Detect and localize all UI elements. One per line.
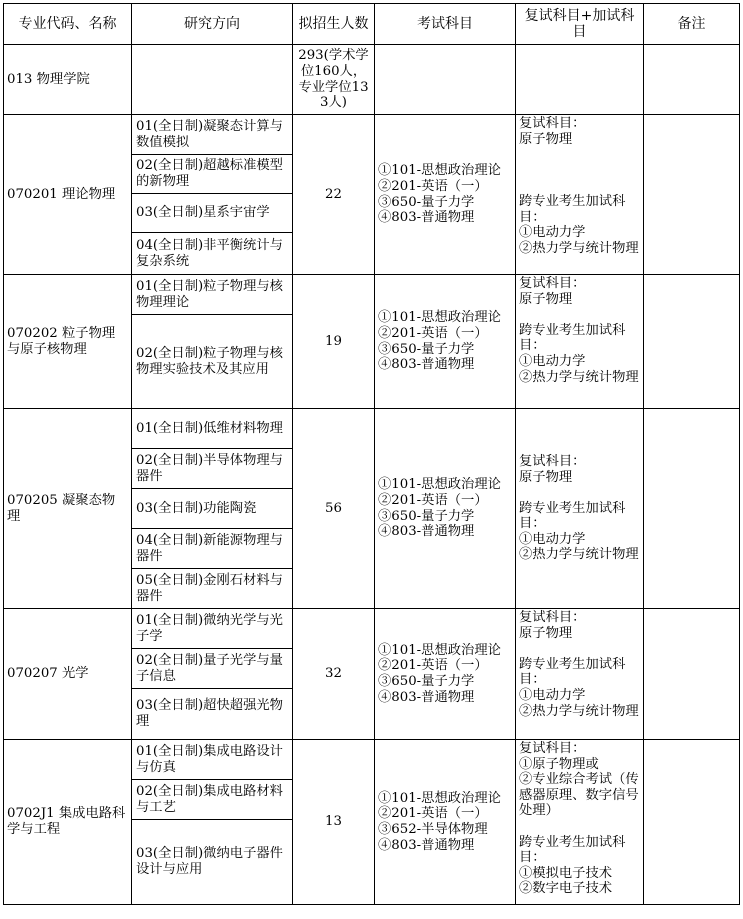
major-name: 070202 粒子物理与原子核物理: [4, 275, 132, 409]
direction-cell: 01(全日制)低维材料物理: [132, 409, 293, 449]
direction-cell: 02(全日制)半导体物理与器件: [132, 449, 293, 489]
major-quota: 56: [293, 409, 375, 609]
remarks-cell: [644, 275, 740, 409]
major-quota: 19: [293, 275, 375, 409]
header-row: [4, 4, 740, 45]
table-row: [4, 609, 740, 649]
retest-subjects: 复试科目： 原子物理 跨专业考生加试科目： ①电动力学 ②热力学与统计物理: [516, 409, 644, 609]
direction-cell: 01(全日制)粒子物理与核物理理论: [132, 275, 293, 315]
dept-row: [4, 45, 740, 115]
major-quota: 32: [293, 609, 375, 740]
major-quota: 22: [293, 115, 375, 275]
admissions-table: [3, 3, 740, 905]
header-retest: 复试科目+加试科目: [516, 4, 644, 45]
header-direction: 研究方向: [132, 4, 293, 45]
table-row: [4, 740, 740, 780]
dept-remarks-empty: [644, 45, 740, 115]
exam-subjects: ①101-思想政治理论 ②201-英语（一） ③650-量子力学 ④803-普通物理: [375, 275, 516, 409]
direction-cell: 03(全日制)微纳电子器件设计与应用: [132, 820, 293, 905]
direction-cell: 01(全日制)微纳光学与光子学: [132, 609, 293, 649]
major-name: 070207 光学: [4, 609, 132, 740]
direction-cell: 01(全日制)集成电路设计与仿真: [132, 740, 293, 780]
major-name: 070205 凝聚态物理: [4, 409, 132, 609]
dept-name: 013 物理学院: [4, 45, 132, 115]
exam-subjects: ①101-思想政治理论 ②201-英语（一） ③652-半导体物理 ④803-普通物理: [375, 740, 516, 905]
retest-subjects: 复试科目： 原子物理 跨专业考生加试科目： ①电动力学 ②热力学与统计物理: [516, 115, 644, 275]
table-row: [4, 275, 740, 315]
direction-cell: 03(全日制)功能陶瓷: [132, 489, 293, 529]
direction-cell: 03(全日制)星系宇宙学: [132, 194, 293, 233]
direction-cell: 02(全日制)量子光学与量子信息: [132, 649, 293, 689]
direction-cell: 03(全日制)超快超强光物理: [132, 689, 293, 740]
dept-direction-empty: [132, 45, 293, 115]
retest-subjects: 复试科目： ①原子物理或 ②专业综合考试（传感器原理、数字信号处理） 跨专业考生加试科目： ①模拟电子技术 ②数字电子技术: [516, 740, 644, 905]
remarks-cell: [644, 609, 740, 740]
exam-subjects: ①101-思想政治理论 ②201-英语（一） ③650-量子力学 ④803-普通物理: [375, 409, 516, 609]
direction-cell: 04(全日制)非平衡统计与复杂系统: [132, 233, 293, 275]
dept-quota: 293(学术学位160人，专业学位133人): [293, 45, 375, 115]
header-major: 专业代码、名称: [4, 4, 132, 45]
table-row: [4, 115, 740, 155]
header-quota: 拟招生人数: [293, 4, 375, 45]
exam-subjects: ①101-思想政治理论 ②201-英语（一） ③650-量子力学 ④803-普通物理: [375, 115, 516, 275]
direction-cell: 02(全日制)超越标准模型的新物理: [132, 155, 293, 194]
major-name: 0702J1 集成电路科学与工程: [4, 740, 132, 905]
direction-cell: 05(全日制)金刚石材料与器件: [132, 569, 293, 609]
remarks-cell: [644, 409, 740, 609]
direction-cell: 02(全日制)粒子物理与核物理实验技术及其应用: [132, 315, 293, 409]
header-exams: 考试科目: [375, 4, 516, 45]
major-name: 070201 理论物理: [4, 115, 132, 275]
remarks-cell: [644, 115, 740, 275]
remarks-cell: [644, 740, 740, 905]
exam-subjects: ①101-思想政治理论 ②201-英语（一） ③650-量子力学 ④803-普通物理: [375, 609, 516, 740]
header-remarks: 备注: [644, 4, 740, 45]
table-row: [4, 409, 740, 449]
direction-cell: 02(全日制)集成电路材料与工艺: [132, 780, 293, 820]
retest-subjects: 复试科目： 原子物理 跨专业考生加试科目： ①电动力学 ②热力学与统计物理: [516, 609, 644, 740]
dept-exams-empty: [375, 45, 516, 115]
direction-cell: 04(全日制)新能源物理与器件: [132, 529, 293, 569]
direction-cell: 01(全日制)凝聚态计算与数值模拟: [132, 115, 293, 155]
dept-retest-empty: [516, 45, 644, 115]
retest-subjects: 复试科目： 原子物理 跨专业考生加试科目： ①电动力学 ②热力学与统计物理: [516, 275, 644, 409]
major-quota: 13: [293, 740, 375, 905]
